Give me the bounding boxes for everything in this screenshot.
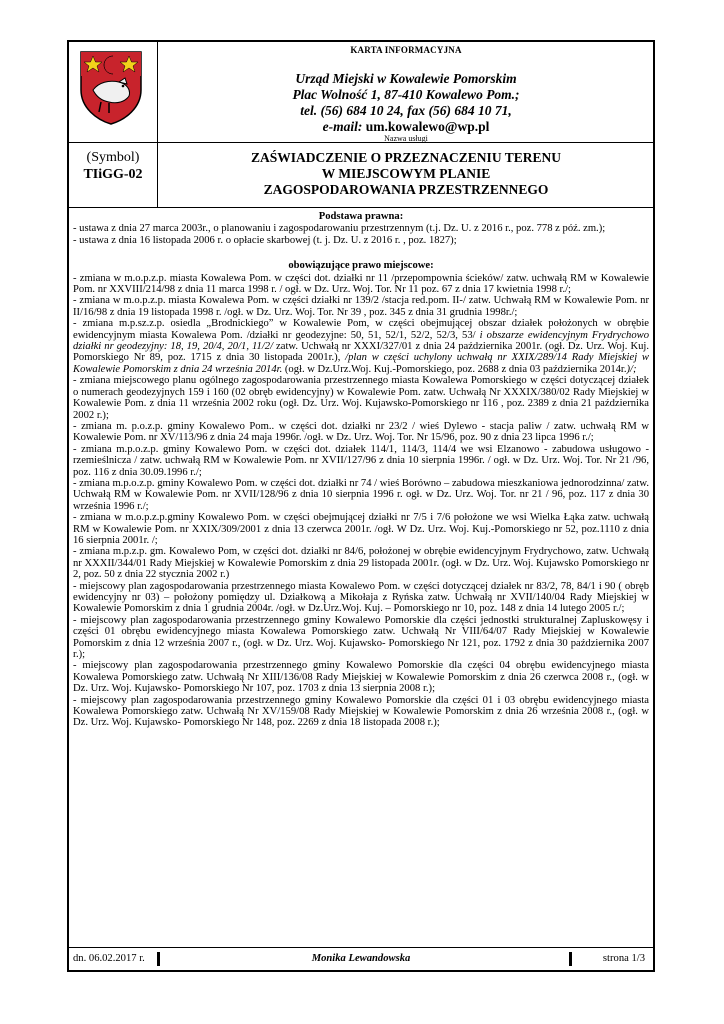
local-law-item: - zmiana m.p.o.z.p. gminy Kowalewo Pom. w części dot. działek 114/1, 114/3, 114/4 we wsi Elzanowo - zabudowa usługowo - rzemieślnicza / zatw. uchwałą RM w Kowalewie Pom. nr XVII/127/96 z dnia 10 sierpnia 1996r. / ogł. w Dz. Urz. Woj. Tor. Nr 21 /96, poz. 116 z dnia 30.09.1996 r./; [73, 443, 649, 478]
email-link[interactable]: um.kowalewo@wp.pl [365, 119, 490, 134]
local-law-item: - zmiana w m.o.p.z.p. miasta Kowalewa Pom. w części dot. działki nr 11 /przepompownia ścieków/ zatw. uchwałą RM w Kowalewie Pom. nr XXVIII/214/98 z dnia 11 marca 1998 r. / ogł. w Dz. Urz. Woj. Tor. Nr 11 poz. 67 z dnia 17 kwietnia 1998 r./; [73, 272, 649, 296]
local-law-item: - miejscowy plan zagospodarowania przestrzennego gminy Kowalewo Pomorskie dla części jednostki strukturalnej Zapluskowęsy i części 01 obrębu ewidencyjnego miasta Kowalewa Pomorskiego zatw. Uchwałą Nr VIII/64/07 Rady Miejskiej w Kowalewie Pomorskim z dnia 12 września 2007 r., (ogł. w Dz. Urz. Woj. Kujawsko- Pomorskiego Nr 121, poz. 1792 z dnia 30 października 2007 r.); [73, 614, 649, 661]
symbol-box [69, 142, 158, 207]
local-law-item [73, 318, 649, 375]
local-law-text: - zmiana m.p.sz.z.p. osiedla „Brodnickiego” w Kowalewie Pom, w części obejmującej obszar działek położonych w obrębie ewidencyjnym miasta Kowalewa Pom. /działki nr geodezyjne: 50, 51, 52/1, 52/2, 52/3, 53/ [73, 318, 649, 341]
content-area [73, 211, 649, 729]
service-title-line: W MIEJSCOWYM PLANIE [321, 166, 491, 181]
local-law-text-italic: /plan w części uchylony uchwałą nr XXIX/289/14 Rady Miejskiej w Kowalewie Pomorskim z dnia 24 września 2014r. [73, 352, 649, 375]
local-law-text-italic: )/; [626, 363, 637, 375]
service-title-line: ZAGOSPODAROWANIA PRZESTRZENNEGO [263, 182, 549, 197]
local-law-item: - zmiana m. p.o.z.p. gminy Kowalewo Pom.. w części dot. działki nr 23/2 / wieś Dylewo - stacja paliw / zatw. uchwałą RM w Kowalewie Pom. nr XV/113/96 z dnia 24 maja 1996r. /ogł. w Dz. Urz. Woj. Tor. Nr 15/96, poz. 90 z dnia 23 lipca 1996 r./; [73, 420, 649, 444]
local-law-item: - miejscowy plan zagospodarowania przestrzennego miasta Kowalewo Pom. w części dotyczącej działek nr 83/2, 78, 84/1 i 90 ( obręb ewidencyjny nr 03) – położony pomiędzy ul. Działkową a Mikołaja z Ryńska zatw. Uchwałą nr XVII/140/04 Rady Miejskiej w Kowalewie Pomorskim z dnia 1 grudnia 2004r. /ogł. w Dz.Urz.Woj. Kuj. – Pomorskiego nr 10, poz. 148 z dnia 14 lutego 2005 r./; [73, 580, 649, 615]
service-title-line: ZAŚWIADCZENIE O PRZEZNACZENIU TERENU [251, 150, 561, 165]
page-number: strona 1/3 [602, 953, 645, 964]
legal-basis-heading: Podstawa prawna: [318, 211, 404, 222]
local-law-heading: obowiązujące prawo miejscowe: [288, 260, 434, 272]
service-title [159, 150, 653, 198]
local-law-item: - zmiana m.p.o.z.p. gminy Kowalewo Pom. w części dot. działki nr 74 / wieś Borówno – zabudowa mieszkaniowa jednorodzinna/ zatw. Uchwałą RM w Kowalewie Pom. nr XVII/128/96 z dnia 10 sierpnia 1996 r. ogł. w Dz. Urz. Woj. Tor. nr 21 / 96, poz. 117 z dnia 30 września 1996 r./; [73, 477, 649, 512]
symbol-code: TIiGG-02 [83, 167, 143, 182]
footer-separator [569, 952, 572, 966]
office-phone: tel. (56) 684 10 24, fax (56) 684 10 71, [300, 103, 512, 118]
coat-of-arms-icon [79, 50, 143, 126]
local-law-item: - zmiana w m.o.p.z.p. miasta Kowalewa Pom. w części działki nr 139/2 /stacja red.pom. II-/ zatw. Uchwałą RM w Kowalewie Pom. nr II/16/98 z dnia 19 listopada 1998 r. /ogł. w Dz. Urz. Woj. Tor. Nr 39 , poz. 345 z dnia 31 grudnia 1998r./; [73, 295, 649, 318]
service-row [69, 142, 653, 208]
footer-author: Monika Lewandowska [311, 953, 411, 964]
email-label: e-mail: [322, 119, 363, 134]
card-title: KARTA INFORMACYJNA [350, 45, 462, 55]
local-law-text: (ogł. w Dz.Urz.Woj. Kuj.-Pomorskiego, poz. 2688 z dnia 03 października 2014r. [282, 363, 627, 375]
footer-date: dn. 06.02.2017 r. [73, 953, 145, 964]
card-header [69, 42, 653, 143]
local-law-item: - zmiana miejscowego planu ogólnego zagospodarowania przestrzennego miasta Kowalewa Pomorskiego w części dotyczącej działek o numerach geodezyjnych 159 i 160 (02 obręb ewidencyjny) w Kowalewie Pom. zatw. Uchwałą Nr XXXIX/380/02 Rady Miejskiej w Kowalewie Pom. z dnia 11 września 2002 roku (ogł. Dz. Urz. Woj. Kujawsko-Pomorskiego nr 116 , poz. 2389 z dnia 21 października 2002 r.); [73, 375, 649, 421]
local-law-text: zatw. Uchwałą nr XXXI/327/01 z dnia 24 października 2001r. (ogł. Dz. Urz. Woj. Kuj. Pomorskiego Nr 89, poz. 1715 z dnia 30 listopada 2001r.), [73, 341, 649, 364]
local-law-text-italic: i obszarze ewidencyjnym Frydrychowo działki nr geodezyjny: 18, 19, 20/4, 20/1, 11/2/ [73, 329, 649, 353]
office-block [159, 71, 653, 135]
information-card [67, 40, 655, 972]
local-law-item: - miejscowy plan zagospodarowania przestrzennego gminy Kowalewo Pomorskie dla części 04 obrębu ewidencyjnego miasta Kowalewa Pomorskiego zatw. Uchwałą Nr XIII/136/08 Rady Miejskiej w Kowalewie Pomorskim z dnia 26 czerwca 2008 r., (ogł. w Dz. Urz. Woj. Kujawsko- Pomorskiego Nr 107, poz. 1703 z dnia 13 sierpnia 2008 r.); [73, 660, 649, 695]
service-name-label: Nazwa usługi [384, 134, 428, 143]
legal-basis-item: - ustawa z dnia 27 marca 2003r., o planowaniu i zagospodarowaniu przestrzennym (t.j. Dz. U. z 2016 r., poz. 778 z póź. zm.); [73, 223, 606, 235]
office-email [159, 119, 653, 135]
card-footer [69, 947, 653, 970]
local-law-item: - zmiana m.p.z.p. gm. Kowalewo Pom, w części dot. działki nr 84/6, położonej w obrębie ewidencyjnym Frydrychowo, zatw. Uchwałą nr XXXII/344/01 Rady Miejskiej w Kowalewie Pomorskim z dnia 29 listopada 2001r. (ogł. w Dz. Urz. Woj. Kujawsko Pomorskiego nr 2, poz. 50 z dnia 22 stycznia 2002 r.) [73, 546, 649, 581]
office-address: Plac Wolność 1, 87-410 Kowalewo Pom.; [292, 87, 520, 102]
header-divider [157, 42, 158, 142]
local-law-item: - zmiana w m.o.p.z.p.gminy Kowalewo Pom. w części obejmującej działki nr 7/5 i 7/6 położone we wsi Wielka Łąka zatw. uchwałą RM w Kowalewie Pom. nr XXIX/309/2001 z dnia 13 czerwca 2001r. /ogł. W Dz. Urz. Woj. Kuj.-Pomorskiego nr 52, poz.1110 z dnia 16 sierpnia 2001r. /; [73, 512, 649, 546]
symbol-label: (Symbol) [86, 150, 140, 165]
office-name: Urząd Miejski w Kowalewie Pomorskim [295, 71, 517, 86]
legal-basis-item: - ustawa z dnia 16 listopada 2006 r. o opłacie skarbowej (t. j. Dz. U. z 2016 r. , poz. 1827); [73, 234, 457, 246]
local-law-item: - miejscowy plan zagospodarowania przestrzennego gminy Kowalewo Pomorskie dla części 01 i 03 obrębu ewidencyjnego miasta Kowalewa Pomorskiego zatw. Uchwałą Nr XV/159/08 Rady Miejskiej w Kowalewie Pomorskim z dnia 26 września 2008 r., (ogł. w Dz. Urz. Woj. Kujawsko- Pomorskiego Nr 148, poz. 2269 z dnia 18 listopada 2008 r.); [73, 694, 649, 729]
